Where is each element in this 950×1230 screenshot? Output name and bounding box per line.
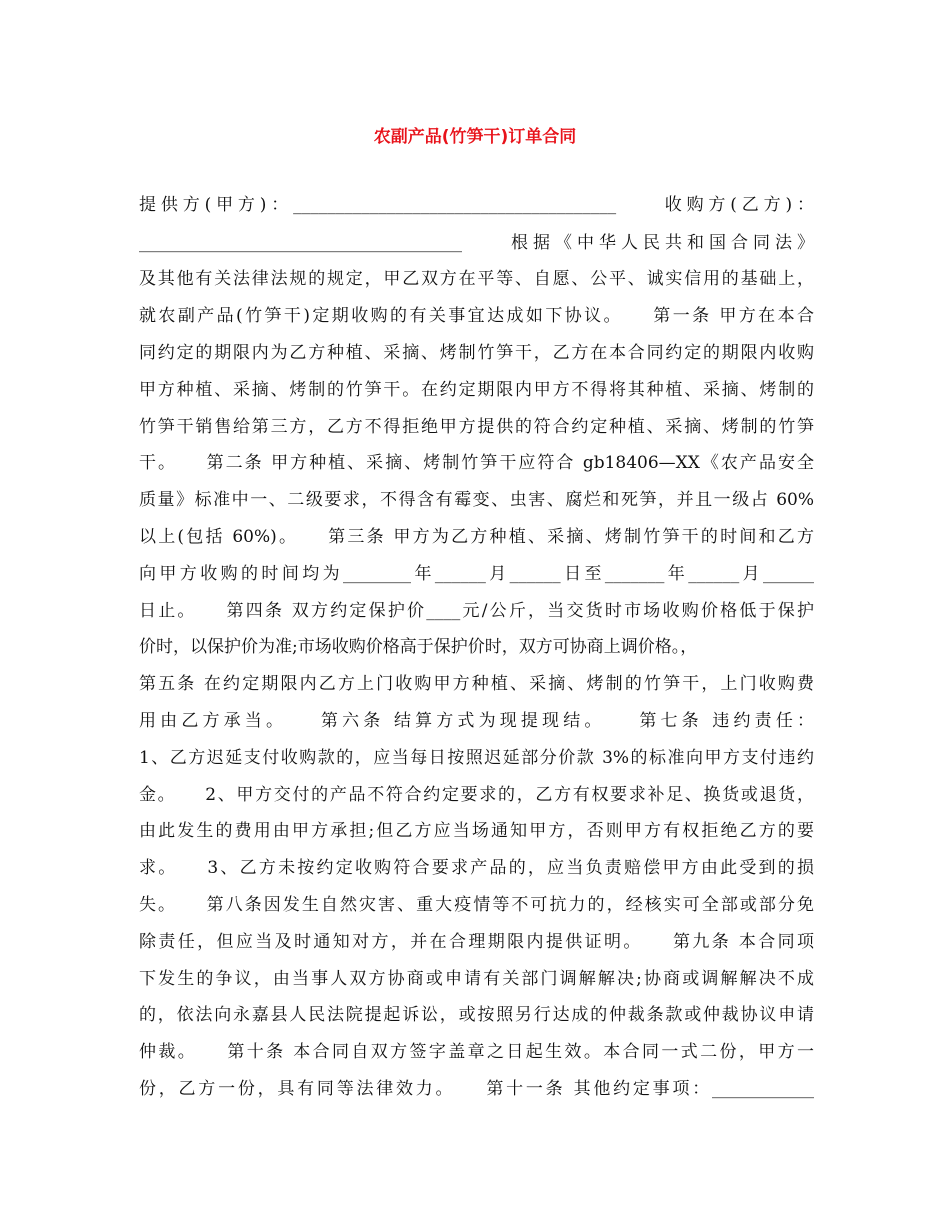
text-line-16: 1、乙方迟延支付收购款的，应当每日按照迟延部分价款 3%的标准向甲方支付违约 [139, 748, 814, 768]
text-line-14: 第五条 在约定期限内乙方上门收购甲方种植、采摘、烤制的竹笋干，上门收购费 [139, 674, 814, 694]
text-line-23: 的，依法向永嘉县人民法院提起诉讼，或按照另行达成的仲裁条款或仲裁协议申请 [139, 1005, 814, 1025]
text-line-10: 以上(包括 60%)。 第三条 甲方为乙方种植、采摘、烤制竹笋干的时间和乙方 [139, 527, 814, 547]
text-line-13: 价时，以保护价为准;市场收购价格高于保护价时，双方可协商上调价格。， [139, 637, 698, 657]
text-line-15: 用由乙方承当。 第六条 结算方式为现提现结。 第七条 违约责任： [139, 711, 814, 731]
text-line-8: 干。 第二条 甲方种植、采摘、烤制竹笋干应符合 gb18406—XX《农产品安全 [139, 453, 814, 473]
text-line-21: 除责任，但应当及时通知对方，并在合理期限内提供证明。 第九条 本合同项 [139, 932, 814, 952]
text-line-25: 份，乙方一份，具有同等法律效力。 第十一条 其他约定事项：____________ [139, 1079, 814, 1099]
text-line-9: 质量》标准中一、二级要求，不得含有霉变、虫害、腐烂和死笋，并且一级占 60% [139, 490, 814, 510]
text-line-19: 求。 3、乙方未按约定收购符合要求产品的，应当负责赔偿甲方由此受到的损 [139, 858, 814, 878]
text-line-1: 提供方(甲方)：______________________________________ 收购方(乙方)： [139, 195, 814, 215]
text-line-18: 由此发生的费用由甲方承担;但乙方应当场通知甲方，否则甲方有权拒绝乙方的要 [139, 821, 814, 841]
text-line-6: 甲方种植、采摘、烤制的竹笋干。在约定期限内甲方不得将其种植、采摘、烤制的 [139, 380, 814, 400]
text-line-20: 失。 第八条因发生自然灾害、重大疫情等不可抗力的，经核实可全部或部分免 [139, 895, 814, 915]
text-line-2: ______________________________________ 根据《中华人民共和国合同法》 [139, 233, 814, 253]
text-line-5: 同约定的期限内为乙方种植、采摘、烤制竹笋干，乙方在本合同约定的期限内收购 [139, 343, 814, 363]
text-line-3: 及其他有关法律法规的规定，甲乙双方在平等、自愿、公平、诚实信用的基础上， [139, 269, 814, 289]
text-line-11: 向甲方收购的时间均为________年______月______日至_______年______月______ [139, 564, 814, 584]
text-line-12: 日止。 第四条 双方约定保护价____元/公斤，当交货时市场收购价格低于保护 [139, 601, 814, 621]
text-line-22: 下发生的争议，由当事人双方协商或申请有关部门调解解决;协商或调解解决不成 [139, 969, 814, 989]
text-line-17: 金。 2、甲方交付的产品不符合约定要求的，乙方有权要求补足、换货或退货， [139, 785, 814, 805]
text-line-4: 就农副产品(竹笋干)定期收购的有关事宜达成如下协议。 第一条 甲方在本合 [139, 306, 814, 326]
text-line-24: 仲裁。 第十条 本合同自双方签字盖章之日起生效。本合同一式二份，甲方一 [139, 1042, 814, 1062]
text-line-7: 竹笋干销售给第三方，乙方不得拒绝甲方提供的符合约定种植、采摘、烤制的竹笋 [139, 417, 814, 437]
document-title: 农副产品(竹笋干)订单合同 [373, 127, 577, 147]
